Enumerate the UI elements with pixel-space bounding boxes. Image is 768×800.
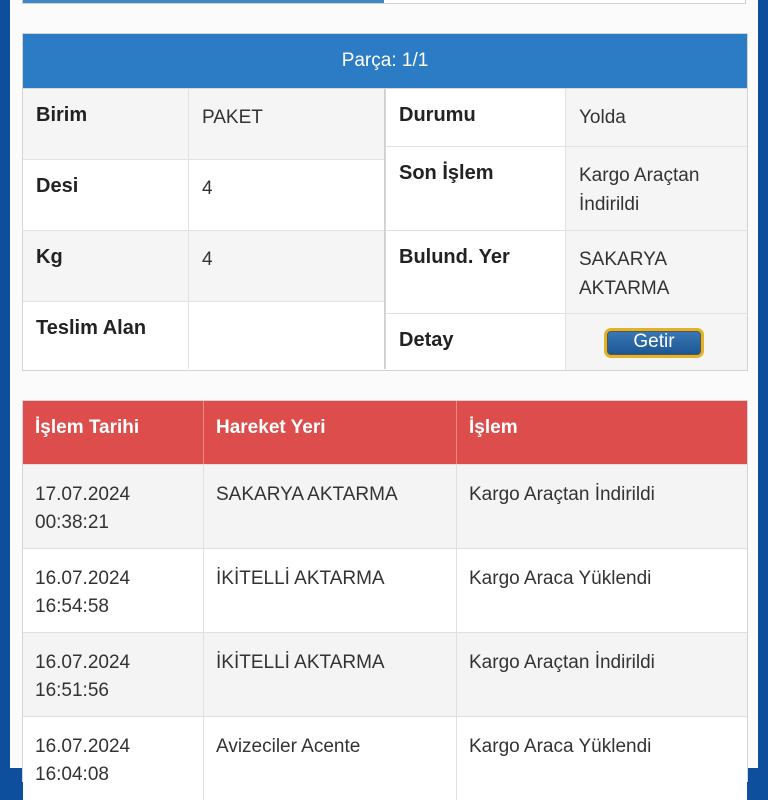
detail-label: Birim — [23, 89, 189, 159]
detail-value: Yolda — [566, 89, 747, 146]
row-date: 17.07.2024 — [35, 484, 131, 505]
detail-row-desi — [23, 160, 384, 231]
detail-label: Son İşlem — [386, 147, 566, 230]
action-cell: Kargo Araca Yüklendi — [469, 568, 652, 589]
movements-table-header — [23, 401, 747, 464]
top-progress-strip — [22, 0, 746, 4]
date-cell — [23, 633, 204, 716]
detail-row-son-islem — [386, 147, 747, 231]
detail-row-detay — [386, 314, 747, 370]
detail-label: Bulund. Yer — [386, 231, 566, 313]
detail-value: PAKET — [189, 89, 384, 159]
row-time: 00:38:21 — [35, 512, 109, 533]
detail-row-birim — [23, 89, 384, 160]
detail-label: Desi — [23, 160, 189, 230]
part-details-left-column — [23, 88, 385, 369]
column-header-islem-tarihi: İşlem Tarihi — [23, 401, 204, 464]
part-details-right-column — [385, 88, 747, 369]
part-details-body — [23, 88, 747, 370]
location-cell: SAKARYA AKTARMA — [204, 465, 457, 548]
page-content — [10, 0, 758, 785]
row-date: 16.07.2024 — [35, 736, 131, 757]
action-cell: Kargo Araçtan İndirildi — [469, 484, 655, 505]
row-time: 16:54:58 — [35, 596, 109, 617]
column-header-hareket-yeri: Hareket Yeri — [204, 401, 457, 464]
movements-table-body — [23, 464, 747, 800]
row-date: 16.07.2024 — [35, 568, 131, 589]
getir-button[interactable]: Getir — [604, 328, 704, 358]
top-progress-fill — [23, 0, 384, 3]
action-cell: Kargo Araçtan İndirildi — [469, 652, 655, 673]
detail-value: 4 — [189, 231, 384, 301]
date-cell — [23, 717, 204, 800]
date-cell — [23, 465, 204, 548]
detail-value — [189, 302, 384, 369]
detail-label: Teslim Alan — [23, 302, 189, 369]
part-header: Parça: 1/1 — [23, 34, 747, 88]
row-date: 16.07.2024 — [35, 652, 131, 673]
detail-label: Kg — [23, 231, 189, 301]
action-cell: Kargo Araca Yüklendi — [469, 736, 652, 757]
detail-row-durumu — [386, 89, 747, 147]
movements-table — [22, 400, 748, 785]
detail-row-kg — [23, 231, 384, 302]
table-row — [23, 464, 747, 548]
location-cell: İKİTELLİ AKTARMA — [204, 549, 457, 632]
location-cell: İKİTELLİ AKTARMA — [204, 633, 457, 716]
table-row — [23, 548, 747, 632]
table-row — [23, 716, 747, 800]
detail-row-bulund-yer — [386, 231, 747, 314]
date-cell — [23, 549, 204, 632]
detail-label: Detay — [386, 314, 566, 370]
detail-value: SAKARYA AKTARMA — [566, 231, 747, 313]
detail-value: 4 — [189, 160, 384, 230]
detail-value: Kargo Araçtan İndirildi — [566, 147, 747, 230]
table-row — [23, 632, 747, 716]
location-cell: Avizeciler Acente — [204, 717, 457, 800]
detail-button-cell — [566, 314, 747, 370]
column-header-islem: İşlem — [469, 417, 518, 438]
detail-label: Durumu — [386, 89, 566, 146]
row-time: 16:04:08 — [35, 764, 109, 785]
detail-row-teslim-alan — [23, 302, 384, 369]
row-time: 16:51:56 — [35, 680, 109, 701]
part-details-panel — [22, 33, 748, 371]
